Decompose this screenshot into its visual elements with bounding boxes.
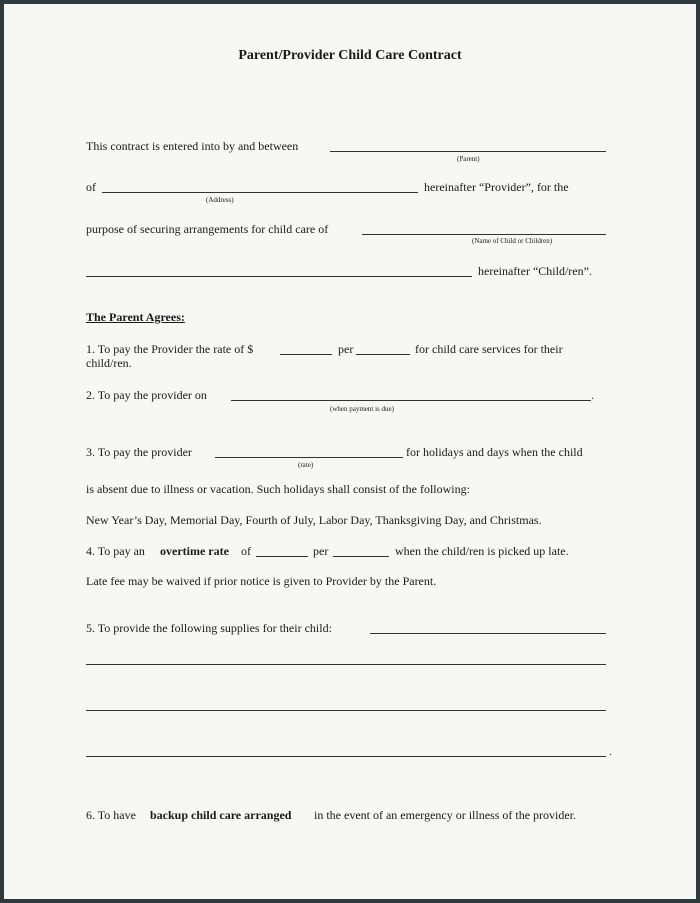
provider-suffix: hereinafter “Provider”, for the — [424, 180, 569, 194]
parent-name-field[interactable] — [330, 151, 606, 152]
item5-end: . — [609, 744, 612, 758]
purpose-text: purpose of securing arrangements for child care of — [86, 222, 329, 236]
overtime-period-field[interactable] — [333, 556, 389, 557]
address-caption: (Address) — [206, 196, 234, 204]
item4-of: of — [241, 544, 251, 558]
child-name-field[interactable] — [362, 234, 606, 235]
parent-caption: (Parent) — [457, 155, 480, 163]
of-label: of — [86, 180, 96, 194]
backup-care-label: backup child care arranged — [150, 808, 292, 822]
item2-text: 2. To pay the provider on — [86, 388, 207, 402]
supplies-field-2[interactable] — [86, 664, 606, 665]
item1-text-a: 1. To pay the Provider the rate of $ — [86, 342, 254, 356]
item6-text-a: 6. To have — [86, 808, 136, 822]
parent-agrees-heading: The Parent Agrees: — [86, 310, 185, 324]
item6-text-b: in the event of an emergency or illness of the provider. — [314, 808, 577, 822]
rate-period-field[interactable] — [356, 354, 410, 355]
overtime-amount-field[interactable] — [256, 556, 308, 557]
payment-due-field[interactable] — [231, 400, 591, 401]
supplies-field-1[interactable] — [370, 633, 606, 634]
contract-page — [4, 4, 696, 899]
item1-text-b: for child care services for their — [415, 342, 563, 356]
late-fee-text: Late fee may be waived if prior notice is given to Provider by the Parent. — [86, 574, 437, 588]
item2-end: . — [591, 388, 594, 402]
item1-text-c: child/ren. — [86, 356, 132, 370]
child-suffix: hereinafter “Child/ren”. — [478, 264, 592, 278]
item4-text-a: 4. To pay an — [86, 544, 145, 558]
item4-text-b: when the child/ren is picked up late. — [395, 544, 569, 558]
page-title: Parent/Provider Child Care Contract — [238, 48, 462, 63]
address-field[interactable] — [102, 192, 418, 193]
child-name-field-2[interactable] — [86, 276, 472, 277]
holidays-list: New Year’s Day, Memorial Day, Fourth of July, Labor Day, Thanksgiving Day, and Christmas. — [86, 513, 542, 527]
intro-line1: This contract is entered into by and between — [86, 139, 299, 153]
child-caption: (Name of Child or Children) — [472, 237, 553, 245]
overtime-rate-label: overtime rate — [160, 544, 229, 558]
item4-per: per — [313, 544, 329, 558]
holiday-rate-field[interactable] — [215, 457, 403, 458]
payment-caption: (when payment is due) — [330, 405, 394, 413]
supplies-field-3[interactable] — [86, 710, 606, 711]
item3-text-c: is absent due to illness or vacation. Such holidays shall consist of the following: — [86, 482, 470, 496]
supplies-field-4[interactable] — [86, 756, 606, 757]
item1-per: per — [338, 342, 354, 356]
rate-amount-field[interactable] — [280, 354, 332, 355]
rate-caption: (rate) — [298, 461, 314, 469]
item3-text-a: 3. To pay the provider — [86, 445, 192, 459]
item3-text-b: for holidays and days when the child — [406, 445, 583, 459]
item5-text: 5. To provide the following supplies for their child: — [86, 621, 332, 635]
